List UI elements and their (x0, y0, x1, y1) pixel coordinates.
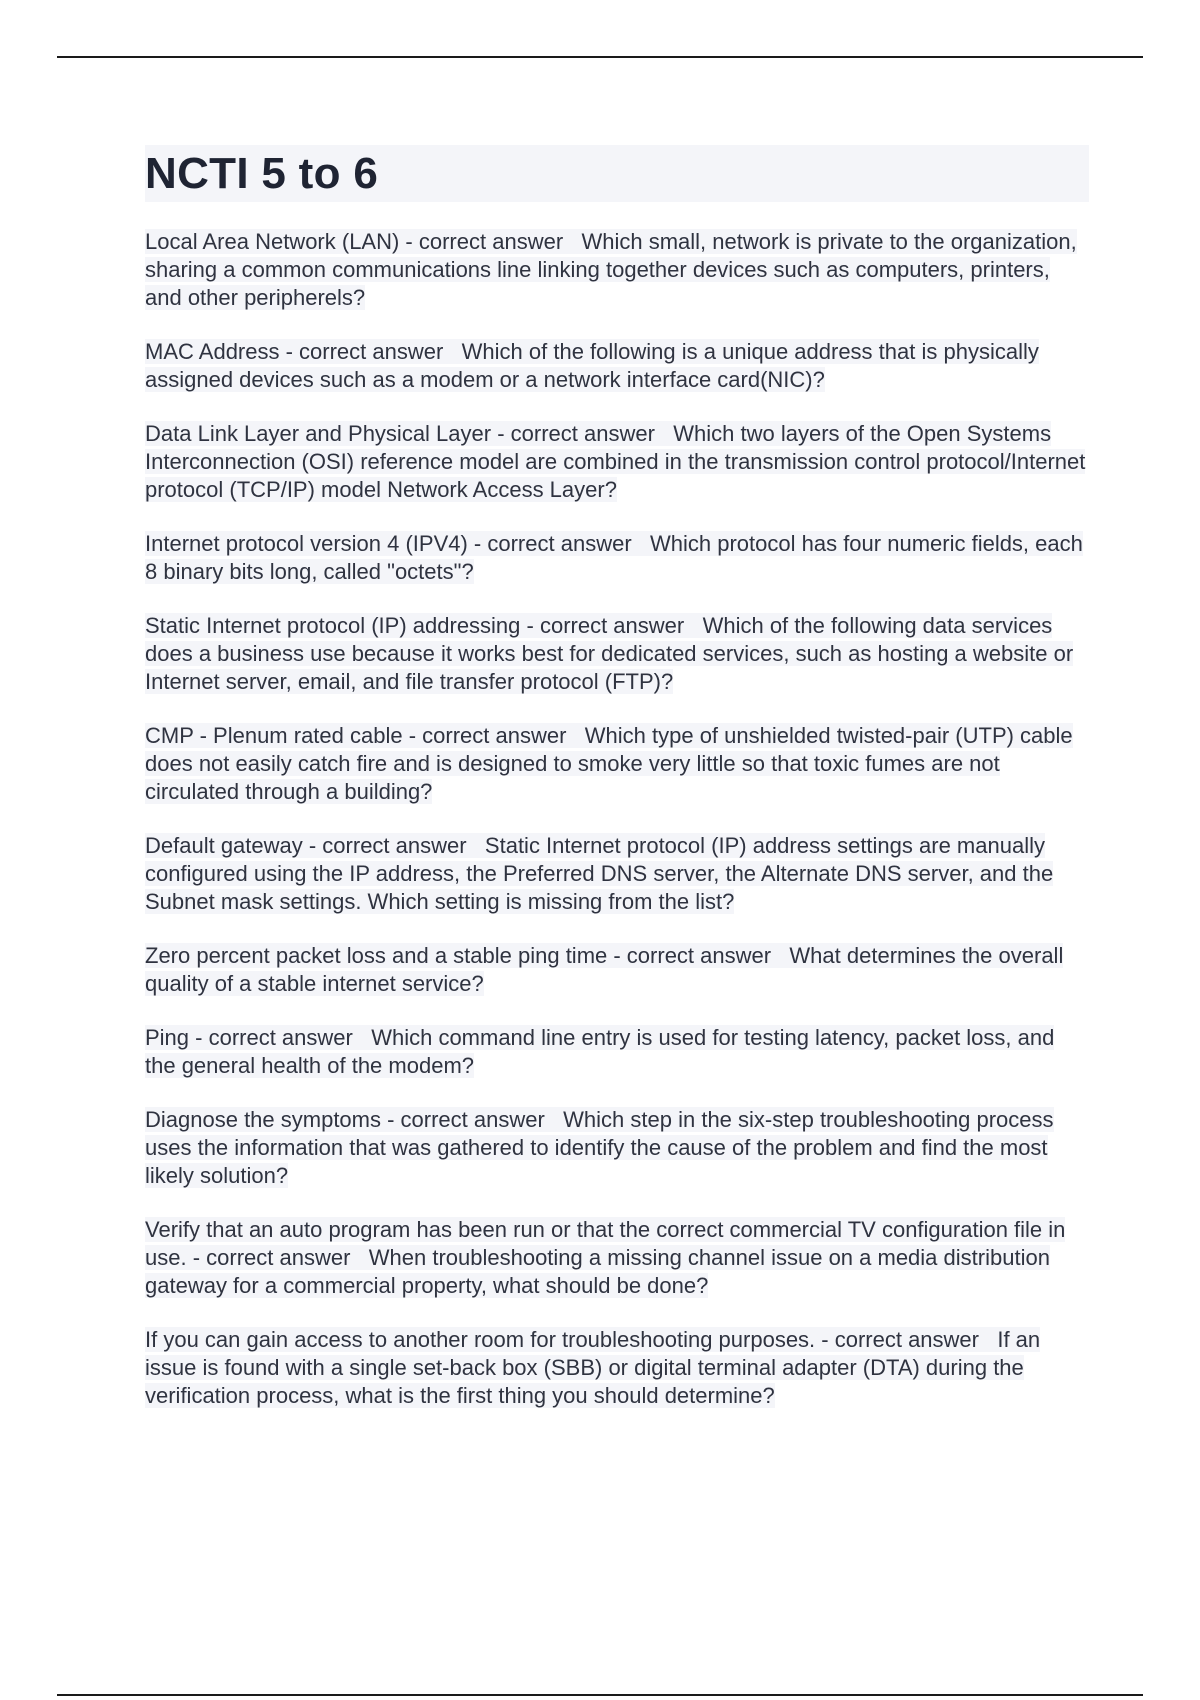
flashcard-answer: Default gateway - correct answer (145, 833, 467, 858)
flashcard-answer: CMP - Plenum rated cable - correct answer (145, 723, 567, 748)
flashcard-answer: Data Link Layer and Physical Layer - correct answer (145, 421, 655, 446)
page-title: NCTI 5 to 6 (145, 148, 379, 198)
flashcard-answer: Verify that an auto program has been run or that the correct commercial TV configuration file in use. - correct answer (145, 1217, 1066, 1270)
flashcard-question: Which of the following data services does a business use because it works best for dedicated services, such as hosting a website or Internet server, email, and file transfer protocol (FTP)? (145, 613, 1074, 694)
flashcard (145, 832, 1089, 916)
flashcard-answer: Diagnose the symptoms - correct answer (145, 1107, 545, 1132)
flashcard-answer: If you can gain access to another room for troubleshooting purposes. - correct answer (145, 1327, 979, 1352)
flashcard (145, 228, 1089, 312)
top-rule (57, 56, 1143, 58)
flashcard (145, 942, 1089, 998)
flashcard-question: Which protocol has four numeric fields, each 8 binary bits long, called "octets"? (145, 531, 1083, 584)
flashcard-question: What determines the overall quality of a stable internet service? (145, 943, 1064, 996)
flashcard (145, 722, 1089, 806)
flashcard-question: Which two layers of the Open Systems Interconnection (OSI) reference model are combined in the transmission control protocol/Internet protocol (TCP/IP) model Network Access Layer? (145, 421, 1086, 502)
flashcard (145, 1024, 1089, 1080)
flashcard-list (145, 228, 1089, 1410)
flashcard (145, 1326, 1089, 1410)
flashcard (145, 1106, 1089, 1190)
title-block (145, 145, 1089, 202)
flashcard (145, 612, 1089, 696)
flashcard-question: Static Internet protocol (IP) address settings are manually configured using the IP address, the Preferred DNS server, the Alternate DNS server, and the Subnet mask settings. Which setting is missing from the list? (145, 833, 1054, 914)
flashcard (145, 1216, 1089, 1300)
flashcard-answer: Zero percent packet loss and a stable ping time - correct answer (145, 943, 772, 968)
flashcard-answer: Local Area Network (LAN) - correct answer (145, 229, 564, 254)
bottom-rule (57, 1694, 1143, 1696)
document-body (145, 145, 1089, 1436)
flashcard-answer: Static Internet protocol (IP) addressing - correct answer (145, 613, 685, 638)
flashcard-question: Which small, network is private to the organization, sharing a common communications line linking together devices such as computers, printers, and other peripherels? (145, 229, 1077, 310)
flashcard-question: Which step in the six-step troubleshooting process uses the information that was gathered to identify the cause of the problem and find the most likely solution? (145, 1107, 1054, 1188)
flashcard-question: Which of the following is a unique address that is physically assigned devices such as a modem or a network interface card(NIC)? (145, 339, 1039, 392)
flashcard-question: Which type of unshielded twisted-pair (UTP) cable does not easily catch fire and is designed to smoke very little so that toxic fumes are not circulated through a building? (145, 723, 1073, 804)
flashcard (145, 338, 1089, 394)
flashcard-answer: Ping - correct answer (145, 1025, 353, 1050)
flashcard-question: When troubleshooting a missing channel issue on a media distribution gateway for a commercial property, what should be done? (145, 1245, 1050, 1298)
flashcard-question: Which command line entry is used for testing latency, packet loss, and the general health of the modem? (145, 1025, 1055, 1078)
flashcard-answer: Internet protocol version 4 (IPV4) - correct answer (145, 531, 632, 556)
flashcard-answer: MAC Address - correct answer (145, 339, 444, 364)
flashcard-question: If an issue is found with a single set-back box (SBB) or digital terminal adapter (DTA) during the verification process, what is the first thing you should determine? (145, 1327, 1041, 1408)
flashcard (145, 420, 1089, 504)
flashcard (145, 530, 1089, 586)
